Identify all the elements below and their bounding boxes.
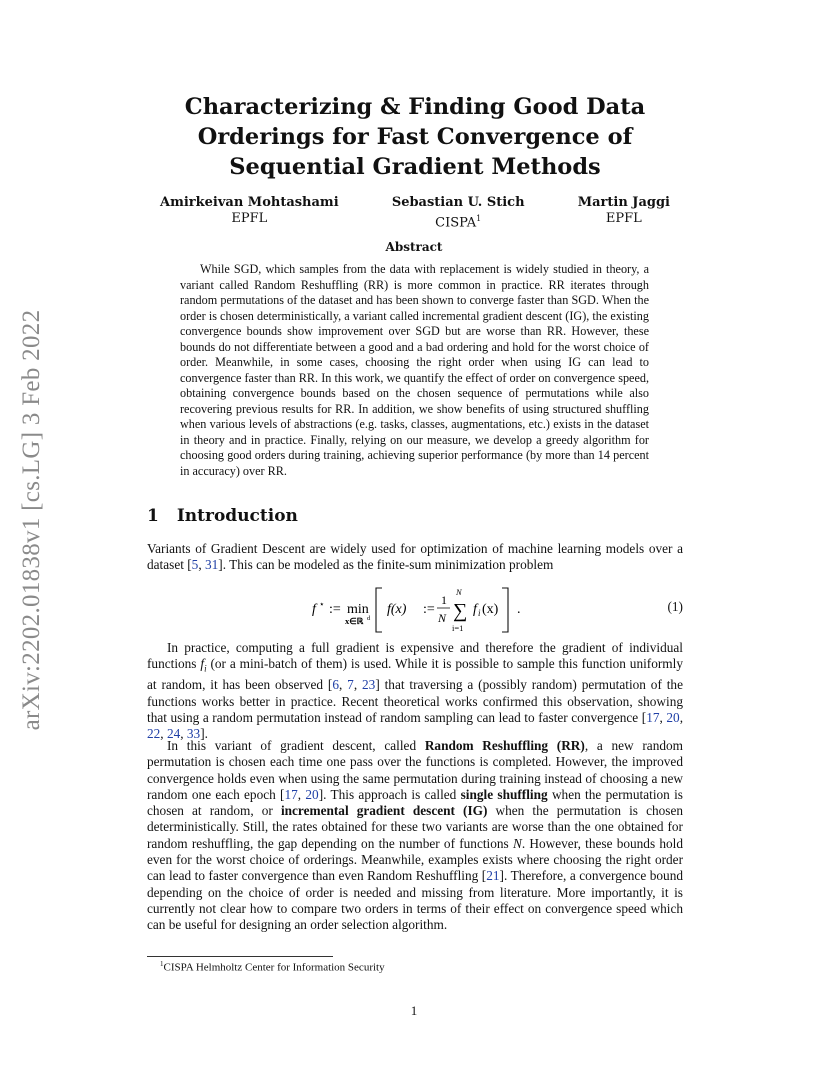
author-affiliation: EPFL bbox=[605, 211, 642, 226]
abstract-heading: Abstract bbox=[385, 240, 443, 254]
page-number: 1 bbox=[410, 1003, 418, 1018]
citation-link[interactable]: 7 bbox=[347, 677, 354, 693]
author-block bbox=[160, 195, 339, 231]
citation-link[interactable]: 24 bbox=[166, 726, 181, 742]
eq-min-subscript: x∈ℝ bbox=[345, 616, 364, 626]
eq-lhs: f bbox=[312, 602, 316, 617]
footnote bbox=[160, 960, 385, 974]
citation-link[interactable]: 22 bbox=[147, 726, 161, 742]
section-title: Introduction bbox=[176, 506, 298, 526]
arxiv-identifier-stamp bbox=[10, 295, 54, 745]
author-block bbox=[392, 195, 525, 231]
author-name: Martin Jaggi bbox=[577, 195, 670, 210]
author-name: Sebastian U. Stich bbox=[391, 195, 525, 210]
citation-link[interactable]: 5 bbox=[191, 557, 199, 573]
equation-number: (1) bbox=[667, 599, 683, 614]
eq-inner-assign: := bbox=[423, 602, 435, 617]
term-random-reshuffling: Random Reshuffling (RR) bbox=[424, 738, 585, 753]
right-bracket bbox=[502, 588, 508, 632]
footnote-marker[interactable]: 1 bbox=[476, 214, 482, 223]
term-incremental-gradient-descent: incremental gradient descent (IG) bbox=[280, 803, 488, 819]
citation-link[interactable]: 23 bbox=[362, 677, 376, 693]
citation-link[interactable]: 6 bbox=[332, 677, 339, 693]
term-single-shuffling: single shuffling bbox=[460, 786, 548, 802]
citation-link[interactable]: 21 bbox=[486, 868, 500, 884]
citation-link[interactable]: 17 bbox=[284, 786, 298, 802]
intro-paragraph-3: In this variant of gradient descent, called Random Reshuffling (RR), a new random permutation is chosen each time one pass over the functions is completed. However, the improved convergence holds even when using the same permutation during training instead of choosing a new random one each epoch [17, 20]. This approach is called single shuffling when the permutation is chosen at random, or incremental gradient descent (IG) when the permutation is chosen deterministically. Still, the rates obtained for these two variants are worse than the one obtained for random reshuffling, the gap depending on the number of functions N. However, these bounds hold even for the worst choice of orderings. Meanwhile, examples exists where choosing the right order can lead to faster convergence than even Random Reshuffling [21]. Therefore, a convergence bound depending on the choice of order is needed and missing from literature. More importantly, it is currently not clear how to compare two orders in terms of their effect on convergence speed which can be useful for designing an order selection algorithm. bbox=[147, 738, 683, 933]
eq-assign: := bbox=[329, 602, 341, 617]
footnote-mark: 1 bbox=[160, 960, 164, 968]
eq-term-sub: i bbox=[478, 608, 481, 618]
intro-paragraph-1: Variants of Gradient Descent are widely used for optimization of machine learning models over a dataset [5, 31]. This can be modeled as the finite-sum minimization problem bbox=[147, 541, 683, 573]
left-bracket bbox=[376, 588, 382, 632]
footnote-text: CISPA Helmholtz Center for Information Security bbox=[163, 961, 385, 974]
eq-min: min bbox=[347, 602, 369, 617]
eq-frac-numerator: 1 bbox=[441, 593, 447, 607]
equation-graphic bbox=[147, 582, 683, 638]
eq-term-arg: (x) bbox=[482, 602, 499, 617]
arxiv-identifier-text: arXiv:2202.01838v1 [cs.LG] 3 Feb 2022 bbox=[18, 309, 45, 731]
citation-link[interactable]: 20 bbox=[305, 786, 319, 802]
equation-1 bbox=[147, 582, 683, 638]
section-number: 1 bbox=[147, 506, 159, 526]
eq-lhs-star: ⋆ bbox=[319, 599, 325, 609]
citation-link[interactable]: 31 bbox=[204, 557, 219, 573]
citation-link[interactable]: 33 bbox=[186, 726, 201, 742]
eq-inner-lhs: f(x) bbox=[387, 602, 407, 617]
abstract-text: While SGD, which samples from the data with replacement is widely studied in theory, a variant called Random Reshuffling (RR) is more common in practice. RR iterates through random permutations of the dataset and has been shown to converge faster than SGD. When the order is chosen deterministically, a variant called incremental gradient descent (IG), the existing convergence bounds show improvement over SGD but are worse than RR. However, these bounds do not differentiate between a good and a bad ordering and hold for the worst choice of order. Meanwhile, in some cases, choosing the right order when using IG can lead to convergence faster than RR. In this work, we quantify the effect of order on convergence speed, obtaining convergence bounds based on the chosen sequence of permutations while also recovering previous results for RR. In addition, we show benefits of using structured shuffling when various levels of abstractions (e.g. tasks, classes, augmentations, etc.) exists in the dataset in theory and in practice. Finally, relying on our measure, we develop a greedy algorithm for choosing good orders during training, achieving superior performance (by more than 14 percent in accuracy) over RR. bbox=[180, 262, 649, 478]
eq-frac-denominator: N bbox=[438, 611, 447, 625]
eq-min-subscript-power: d bbox=[367, 615, 371, 622]
author-name: Amirkeivan Mohtashami bbox=[160, 195, 339, 210]
eq-sum-symbol: ∑ bbox=[453, 600, 468, 622]
author-list bbox=[160, 195, 670, 231]
section-heading bbox=[147, 506, 298, 526]
eq-sum-upper: N bbox=[456, 587, 462, 597]
intro-paragraph-2: In practice, computing a full gradient is expensive and therefore the gradient of individual functions $f_i$ (or a mini-batch of them) is used. While it is possible to sample this function uniformly at random, it has been observed [6, 7, 23] that traversing a (possibly random) permutation of the functions works better in practice. Recent theoretical works confirmed this observation, showing that using a random permutation instead of random sampling can lead to faster convergence [17, 20, 22, 24, 33]. bbox=[147, 640, 684, 742]
eq-term: f bbox=[473, 602, 477, 617]
author-block bbox=[578, 195, 670, 231]
author-affiliation: EPFL bbox=[231, 211, 268, 226]
author-affiliation bbox=[392, 211, 525, 231]
paper-title: Characterizing & Finding Good Data Orderings for Fast Convergence of Sequential Gradient Methods bbox=[184, 94, 646, 180]
citation-link[interactable]: 17 bbox=[646, 709, 660, 725]
eq-trailing: . bbox=[517, 602, 521, 617]
eq-sum-lower: i=1 bbox=[452, 623, 464, 633]
affiliation-text: CISPA bbox=[435, 215, 477, 231]
footnote-divider bbox=[147, 956, 333, 957]
citation-link[interactable]: 20 bbox=[666, 709, 680, 725]
